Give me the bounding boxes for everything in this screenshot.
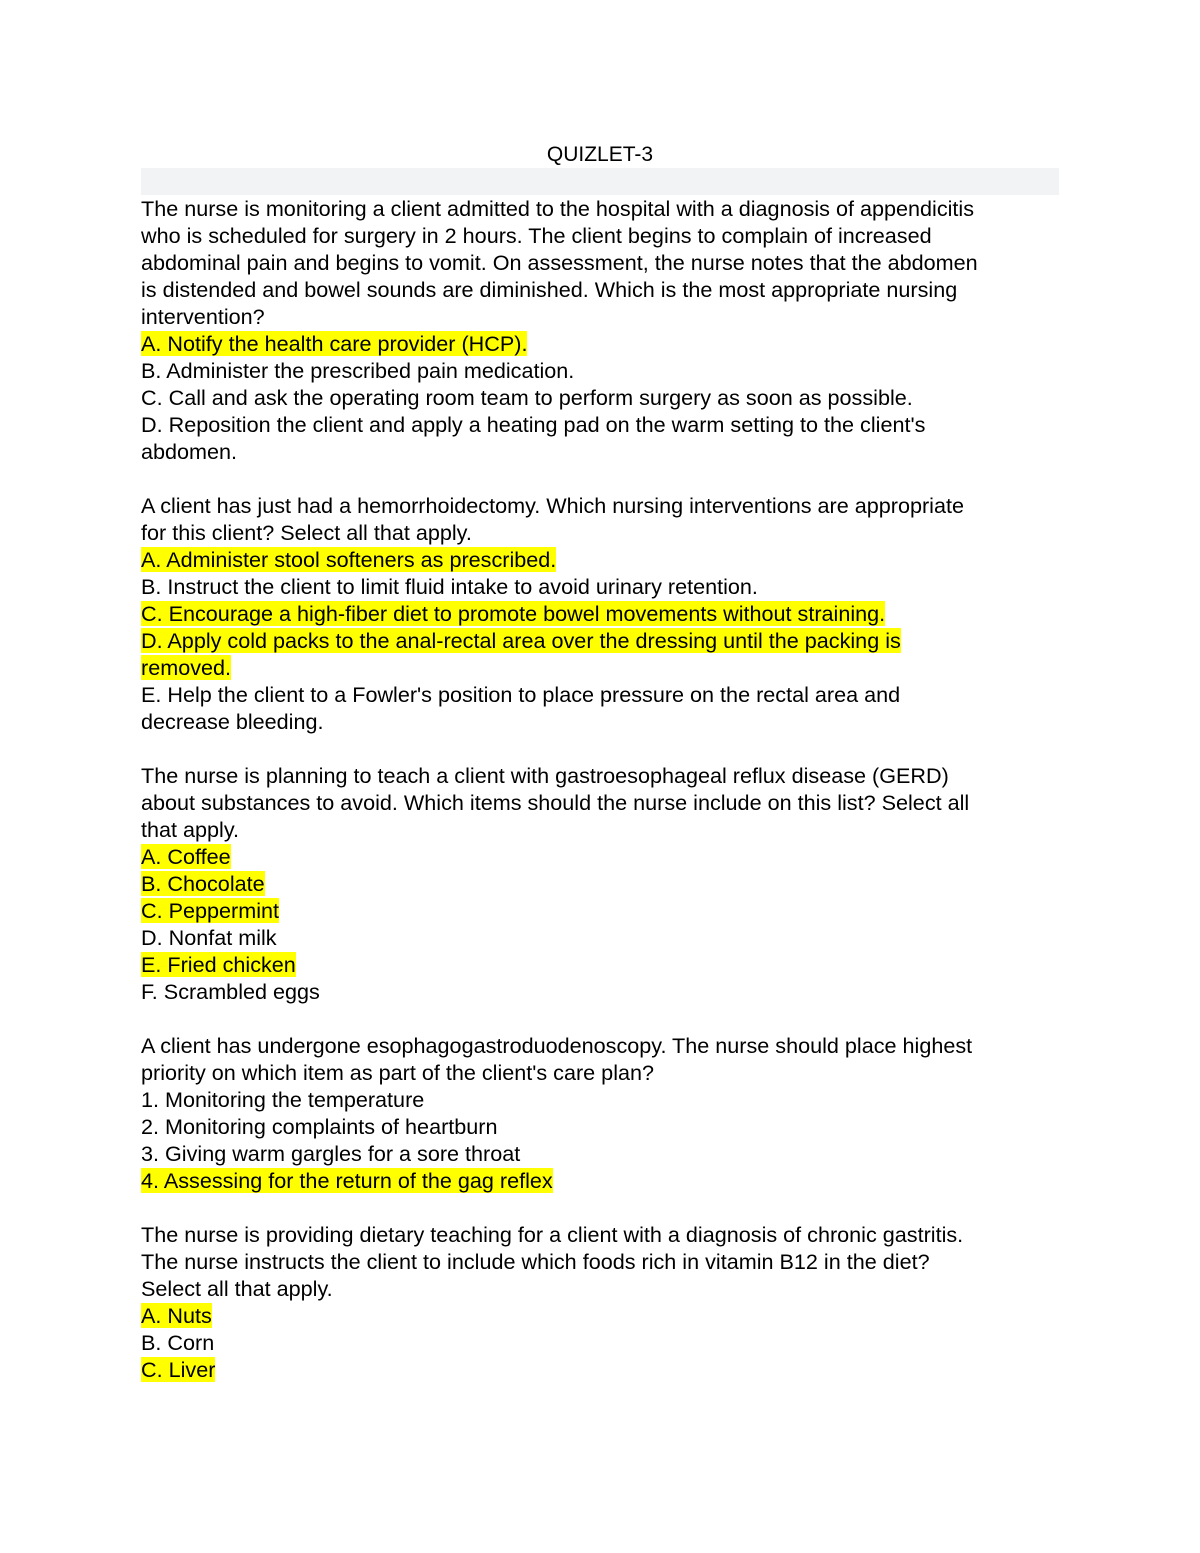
answer-option-line bbox=[141, 654, 1059, 681]
question-stem-line: is distended and bowel sounds are diminished. Which is the most appropriate nursing bbox=[141, 277, 958, 302]
answer-option bbox=[141, 1113, 1059, 1140]
question-block bbox=[141, 1032, 1059, 1194]
question-stem-line: The nurse instructs the client to include which foods rich in vitamin B12 in the diet? bbox=[141, 1249, 930, 1274]
answer-option bbox=[141, 1086, 1059, 1113]
answer-option-line bbox=[141, 843, 1059, 870]
answer-option-text: 1. Monitoring the temperature bbox=[141, 1087, 425, 1112]
answer-option-text: D. Apply cold packs to the anal-rectal area over the dressing until the packing is bbox=[141, 628, 901, 653]
answer-option-text: A. Nuts bbox=[141, 1303, 212, 1328]
question-stem-line: about substances to avoid. Which items should the nurse include on this list? Select all bbox=[141, 790, 970, 815]
answer-option-line bbox=[141, 384, 1059, 411]
answer-option-line bbox=[141, 924, 1059, 951]
answer-option-text: abdomen. bbox=[141, 439, 238, 464]
answer-option-highlighted bbox=[141, 897, 1059, 924]
answer-option-text: B. Instruct the client to limit fluid intake to avoid urinary retention. bbox=[141, 574, 758, 599]
answer-option-text: C. Peppermint bbox=[141, 898, 280, 923]
answer-option-line bbox=[141, 411, 1059, 438]
answer-option bbox=[141, 411, 1059, 465]
answer-option-highlighted bbox=[141, 1302, 1059, 1329]
answer-option-line bbox=[141, 708, 1059, 735]
answer-option bbox=[141, 1140, 1059, 1167]
answer-option-text: A. Administer stool softeners as prescribed. bbox=[141, 547, 557, 572]
answer-option-line bbox=[141, 951, 1059, 978]
question-stem-line: A client has undergone esophagogastroduodenoscopy. The nurse should place highest bbox=[141, 1033, 973, 1058]
answer-option-line bbox=[141, 600, 1059, 627]
question-stem-line: Select all that apply. bbox=[141, 1276, 333, 1301]
answer-option-highlighted bbox=[141, 546, 1059, 573]
question-block bbox=[141, 1221, 1059, 1383]
answer-option bbox=[141, 384, 1059, 411]
answer-option-text: E. Help the client to a Fowler's position to place pressure on the rectal area and bbox=[141, 682, 901, 707]
answer-option-highlighted bbox=[141, 870, 1059, 897]
question-stem-line: for this client? Select all that apply. bbox=[141, 520, 472, 545]
answer-option-line bbox=[141, 1086, 1059, 1113]
answer-option-text: A. Notify the health care provider (HCP). bbox=[141, 331, 528, 356]
answer-option-line bbox=[141, 681, 1059, 708]
question-block bbox=[141, 195, 1059, 465]
question-list bbox=[141, 195, 1059, 1383]
answer-option-text: A. Coffee bbox=[141, 844, 231, 869]
answer-option-text: 2. Monitoring complaints of heartburn bbox=[141, 1114, 498, 1139]
answer-option-text: C. Encourage a high-fiber diet to promote bowel movements without straining. bbox=[141, 601, 886, 626]
answer-option-line bbox=[141, 546, 1059, 573]
answer-option-line bbox=[141, 1329, 1059, 1356]
answer-option-highlighted bbox=[141, 1167, 1059, 1194]
question-block bbox=[141, 762, 1059, 1005]
answer-option-line bbox=[141, 357, 1059, 384]
answer-option-text: C. Liver bbox=[141, 1357, 216, 1382]
answer-option-line bbox=[141, 1140, 1059, 1167]
question-stem-line: The nurse is planning to teach a client with gastroesophageal reflux disease (GERD) bbox=[141, 763, 949, 788]
question-spacer bbox=[141, 735, 1059, 762]
answer-option bbox=[141, 681, 1059, 735]
answer-option-highlighted bbox=[141, 600, 1059, 627]
answer-option-line bbox=[141, 1302, 1059, 1329]
answer-option-highlighted bbox=[141, 627, 1059, 681]
answer-option-text: B. Corn bbox=[141, 1330, 215, 1355]
answer-option-highlighted bbox=[141, 1356, 1059, 1383]
answer-option-text: D. Nonfat milk bbox=[141, 925, 277, 950]
answer-option-text: 3. Giving warm gargles for a sore throat bbox=[141, 1141, 521, 1166]
answer-option-line bbox=[141, 897, 1059, 924]
question-spacer bbox=[141, 465, 1059, 492]
question-block bbox=[141, 492, 1059, 735]
answer-option-text: E. Fried chicken bbox=[141, 952, 296, 977]
answer-option-highlighted bbox=[141, 843, 1059, 870]
answer-option-line bbox=[141, 870, 1059, 897]
question-stem-line: that apply. bbox=[141, 817, 240, 842]
question-stem-line: A client has just had a hemorrhoidectomy. Which nursing interventions are appropriate bbox=[141, 493, 964, 518]
answer-option-line bbox=[141, 573, 1059, 600]
answer-option-line bbox=[141, 438, 1059, 465]
answer-option-line bbox=[141, 1167, 1059, 1194]
question-stem-line: abdominal pain and begins to vomit. On assessment, the nurse notes that the abdomen bbox=[141, 250, 978, 275]
question-stem-line: who is scheduled for surgery in 2 hours. The client begins to complain of increased bbox=[141, 223, 932, 248]
question-stem-line: priority on which item as part of the client's care plan? bbox=[141, 1060, 655, 1085]
answer-option-line bbox=[141, 330, 1059, 357]
answer-option-line bbox=[141, 978, 1059, 1005]
question-stem-line: intervention? bbox=[141, 304, 265, 329]
answer-option-highlighted bbox=[141, 330, 1059, 357]
document-title: QUIZLET-3 bbox=[546, 143, 654, 166]
answer-option-line bbox=[141, 1356, 1059, 1383]
answer-option bbox=[141, 924, 1059, 951]
answer-option bbox=[141, 1329, 1059, 1356]
answer-option-text: decrease bleeding. bbox=[141, 709, 324, 734]
answer-option-text: B. Chocolate bbox=[141, 871, 265, 896]
question-spacer bbox=[141, 1005, 1059, 1032]
answer-option-text: 4. Assessing for the return of the gag reflex bbox=[141, 1168, 553, 1193]
answer-option-highlighted bbox=[141, 951, 1059, 978]
answer-option-line bbox=[141, 627, 1059, 654]
answer-option-text: D. Reposition the client and apply a heating pad on the warm setting to the client's bbox=[141, 412, 926, 437]
question-stem-line: The nurse is monitoring a client admitted to the hospital with a diagnosis of appendicitis bbox=[141, 196, 975, 221]
answer-option-line bbox=[141, 1113, 1059, 1140]
answer-option-text: removed. bbox=[141, 655, 232, 680]
answer-option bbox=[141, 978, 1059, 1005]
answer-option-text: F. Scrambled eggs bbox=[141, 979, 320, 1004]
header-band bbox=[141, 168, 1059, 195]
answer-option bbox=[141, 357, 1059, 384]
answer-option-text: B. Administer the prescribed pain medication. bbox=[141, 358, 575, 383]
question-stem-line: The nurse is providing dietary teaching for a client with a diagnosis of chronic gastritis. bbox=[141, 1222, 964, 1247]
answer-option bbox=[141, 573, 1059, 600]
answer-option-text: C. Call and ask the operating room team to perform surgery as soon as possible. bbox=[141, 385, 913, 410]
question-spacer bbox=[141, 1194, 1059, 1221]
